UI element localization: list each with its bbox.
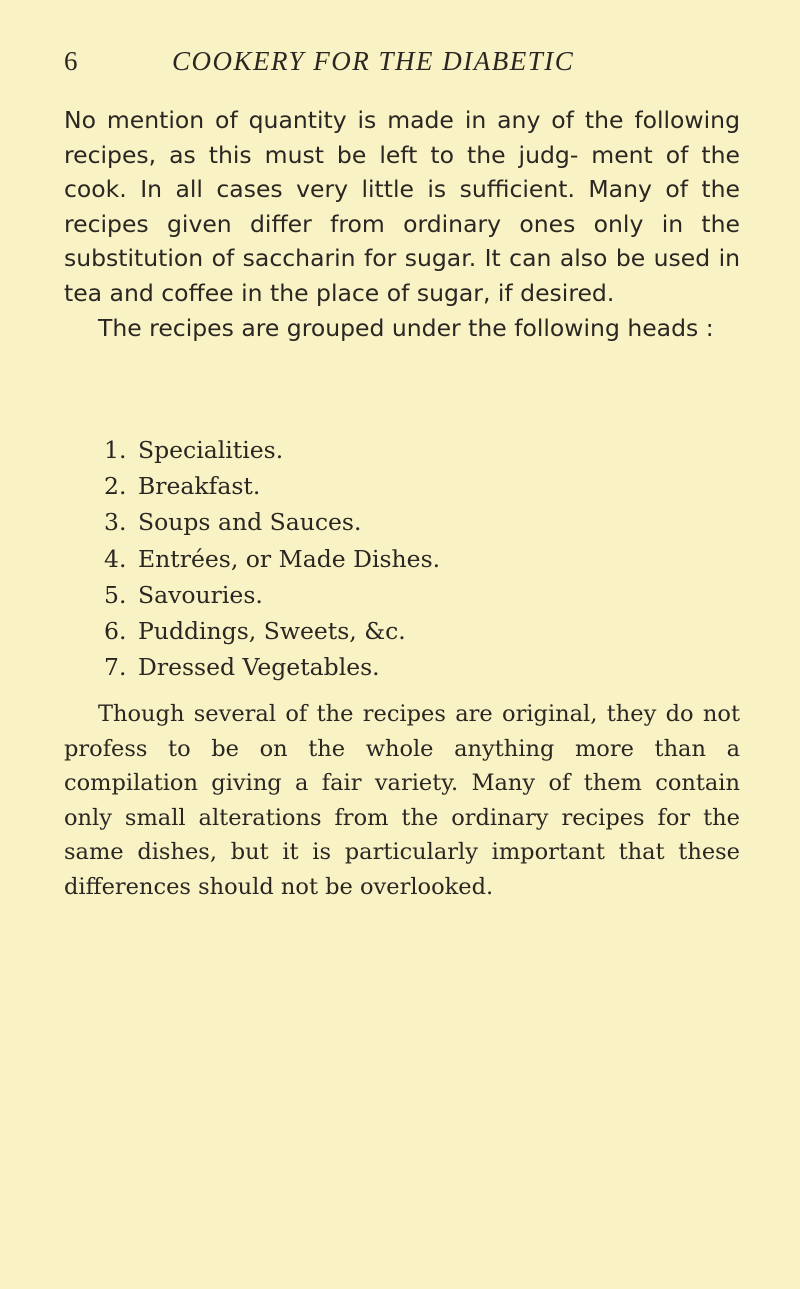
list-item-number: 5.: [104, 580, 127, 609]
closing-paragraph: Though several of the recipes are original, they do not profess to be on the whole anything more than a compilation giving a fair variety. Many of them contain only small alterations from the ordinary recipes for the same dishes, but it is particularly important that these differences should not be overlooked.: [64, 701, 740, 900]
list-item-label: Puddings, Sweets, &c.: [138, 617, 406, 646]
list-item-number: 3.: [104, 508, 127, 537]
list-item: [104, 613, 440, 649]
intro-text: [64, 103, 740, 345]
list-item-number: 7.: [104, 653, 127, 682]
list-item-number: 2.: [104, 472, 127, 501]
list-item-label: Entrées, or Made Dishes.: [138, 544, 441, 573]
list-item-label: Specialities.: [138, 436, 284, 464]
list-item-number: 4.: [104, 544, 127, 573]
intro-paragraph-1: No mention of quantity is made in any of the following recipes, as this must be left to the judg- ment of the cook. In all cases very little is sufficient. Many of the recipes given differ from ordinary ones only in the substitution of saccharin for sugar. It can also be used in tea and coffee in the place of sugar, if desired.: [64, 106, 740, 307]
list-item: [104, 541, 440, 577]
list-item-label: Breakfast.: [138, 472, 261, 501]
list-item: [104, 504, 440, 540]
list-item: [104, 649, 440, 685]
intro-paragraph-2: The recipes are grouped under the following heads :: [98, 313, 714, 342]
running-title: COOKERY FOR THE DIABETIC: [172, 46, 575, 76]
list-item: [104, 577, 440, 613]
list-item-label: Savouries.: [138, 580, 263, 609]
running-head: [64, 46, 744, 86]
list-item-label: Dressed Vegetables.: [138, 653, 380, 682]
list-item-number: 1.: [104, 436, 127, 464]
page-number: 6: [64, 46, 78, 76]
list-item: [104, 432, 440, 468]
list-item-number: 6.: [104, 617, 127, 646]
recipe-headings-list: [104, 432, 440, 685]
list-item-label: Soups and Sauces.: [138, 508, 362, 537]
list-item: [104, 468, 440, 504]
